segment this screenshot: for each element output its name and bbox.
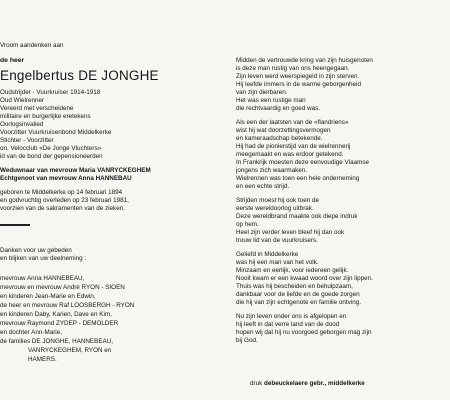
spouse-line: Weduwnaar van mevrouw Maria VANRYCKEGHEM bbox=[0, 167, 151, 174]
text-line: wist hij wat doorzettingsvermogen bbox=[236, 127, 331, 134]
text-line: jongens zich waarmaken. bbox=[236, 167, 308, 174]
title-line: Oud Wielrenner bbox=[0, 97, 45, 104]
text-line: Hij had de pionierstijd van de wielrennerij bbox=[236, 143, 351, 150]
text-line: die hij van zijn echtgenote en familie ontving. bbox=[236, 299, 361, 306]
text-line: Deze wereldbrand maakte ook diepe indruk bbox=[236, 213, 358, 220]
text-line: dankbaar voor de liefde en de goede zorgen bbox=[236, 291, 360, 298]
left-panel bbox=[0, 0, 222, 400]
born-line: en godvruchtig overleden op 23 februari 1981, bbox=[0, 197, 129, 204]
thanks-line: en blijken van uw deelneming : bbox=[0, 255, 87, 262]
family-line: en kinderen Daby, Karien, Dave en Kim, bbox=[0, 311, 112, 318]
de-heer-label: de heer bbox=[0, 57, 25, 64]
deceased-name: Engelbertus DE JONGHE bbox=[0, 68, 159, 83]
text-line: hij leeft in dat verre land van de dood bbox=[236, 321, 340, 328]
text-line: Midden de vertrouwde kring van zijn huisgenoten bbox=[236, 57, 373, 64]
family-line: mevrouw en mevrouw André RYON - SIOEN bbox=[0, 284, 125, 291]
text-line: In Frankrijk moesten deze eenvoudige Vlaamse bbox=[236, 159, 370, 166]
text-line: Het was een rustige man bbox=[236, 97, 306, 104]
text-line: Zijn leven werd weerspiegeld in zijn sterven. bbox=[236, 73, 360, 80]
text-line: Wielrennen was toen een hele onderneming bbox=[236, 175, 360, 182]
family-line: de heer en mevrouw Raf LOOSBERGH - RYON bbox=[0, 302, 135, 309]
family-line: VANRYCKEGHEM, RYON en bbox=[28, 347, 112, 354]
text-line: Thuis was hij bescheiden en behulpzaam, bbox=[236, 283, 353, 290]
right-panel bbox=[236, 0, 450, 400]
spouse-line: Echtgenoot van mevrouw Anna HANNEBAU bbox=[0, 175, 132, 182]
text-line: Nu zijn leven onder ons is afgelopen en bbox=[236, 313, 347, 320]
divider bbox=[0, 224, 30, 226]
intro-text: Vroom aandenken aan bbox=[0, 42, 64, 49]
text-line: Nooit kwam er een kwaad woord over zijn lippen. bbox=[236, 275, 373, 282]
printer-prefix: druk bbox=[250, 380, 263, 387]
text-line: en kameraadschap betekende. bbox=[236, 135, 323, 142]
text-line: Geliefd in Middelkerke bbox=[236, 251, 299, 258]
text-line: meegemaakt en was erdoor getekend. bbox=[236, 151, 344, 158]
text-line: trouw lid van de vuurkruisers. bbox=[236, 237, 318, 244]
family-line: en dochter Ann-Marie, bbox=[0, 329, 62, 336]
title-line: Voorzitter Vuurkruisenbond Middelkerke bbox=[0, 129, 112, 136]
family-line: mevrouw Anna HANNEBEAU, bbox=[0, 275, 85, 282]
text-line: was hij een man van het volk. bbox=[236, 259, 319, 266]
family-line: de families DE JONGHE, HANNEBEAU, bbox=[0, 338, 114, 345]
title-line: Vereerd met verscheidene bbox=[0, 105, 74, 112]
text-line: Minzaam en eerlijk, voor iedereen gelijk. bbox=[236, 267, 349, 274]
title-line: Stichter - Voorzitter bbox=[0, 137, 54, 144]
title-line: militaire en burgerlijke eretekens bbox=[0, 113, 91, 120]
text-line: is deze man rustig van ons heengegaan. bbox=[236, 65, 350, 72]
printer-name: debeuckelaere gebr., middelkerke bbox=[264, 380, 365, 387]
text-line: eerste wereldoorlog uitbrak. bbox=[236, 205, 314, 212]
text-line: hopen wij dat hij nu voorgoed geborgen mag zijn bbox=[236, 329, 372, 336]
title-line: on. Velocclub «De Jonge Vluchters» bbox=[0, 145, 102, 152]
text-line: Heel zijn verder leven bleef hij dan ook bbox=[236, 229, 345, 236]
text-line: Hij leefde immers in de warme geborgenheid bbox=[236, 81, 361, 88]
text-line: Als een der laatsten van de «flandriens» bbox=[236, 119, 349, 126]
thanks-line: Danken voor uw gebeden bbox=[0, 247, 72, 254]
text-line: van zijn dierbaren. bbox=[236, 89, 288, 96]
family-line: en kinderen Jean-Marie en Edwin, bbox=[0, 293, 96, 300]
text-line: bij God. bbox=[236, 337, 258, 344]
born-line: voorzien van de sakramenten van de zieken. bbox=[0, 205, 125, 212]
printer-credit bbox=[236, 380, 450, 388]
text-line: op hem. bbox=[236, 221, 259, 228]
family-line: HAMERS. bbox=[28, 356, 57, 363]
title-line: Oudstrijder - Vuurkruiser 1914-1918 bbox=[0, 89, 101, 96]
born-line: geboren te Middelkerke op 14 februari 1894 bbox=[0, 189, 123, 196]
text-line: die rechtvaardig en goed was. bbox=[236, 105, 321, 112]
family-line: mevrouw Raymond ZYDEP - DEMOLDER bbox=[0, 320, 119, 327]
title-line: id van de bond der gepensioneerden bbox=[0, 153, 103, 160]
title-line: Oorlogsinvalied bbox=[0, 121, 44, 128]
text-line: en een echte strijd. bbox=[236, 183, 290, 190]
text-line: Strijden moest hij ook toen de bbox=[236, 197, 319, 204]
